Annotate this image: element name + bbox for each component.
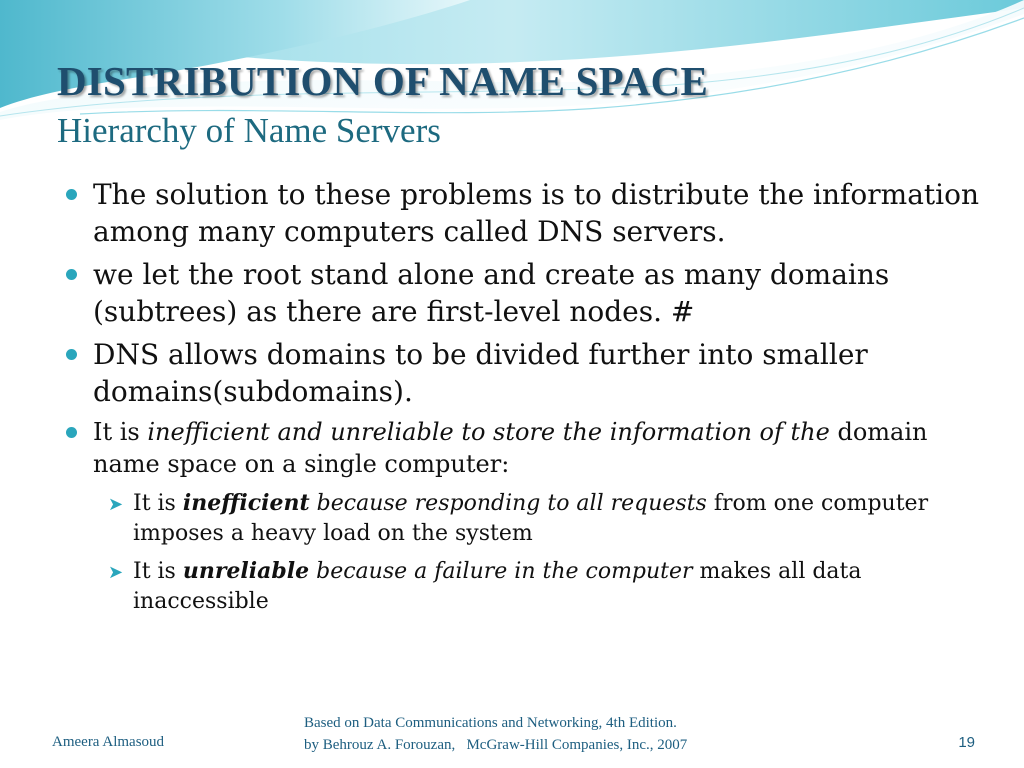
bullet-text: we let the root stand alone and create as many domains (subtrees) as there are first-level nodes. # bbox=[93, 258, 890, 328]
subbullet-rest: from one computer imposes a heavy load on the system bbox=[133, 491, 929, 546]
circle-bullet-icon bbox=[66, 349, 77, 360]
slide-subtitle: Hierarchy of Name Servers bbox=[57, 111, 441, 150]
bullet-emphasis: inefficient and unreliable to store the information of the bbox=[147, 418, 830, 446]
bullet-item bbox=[60, 416, 980, 480]
footer-source-line: by Behrouz A. Forouzan, McGraw-Hill Companies, Inc., 2007 bbox=[304, 737, 688, 753]
subbullet-emphasis: because a failure in the computer bbox=[309, 559, 693, 584]
bullet-rest: domain name space on a single computer: bbox=[93, 418, 928, 478]
subbullet-item bbox=[60, 488, 980, 549]
arrow-bullet-icon: ➤ bbox=[108, 494, 124, 515]
bullet-prefix: It is bbox=[93, 418, 148, 446]
bullet-item bbox=[60, 256, 980, 330]
footer-author: Ameera Almasoud bbox=[52, 734, 165, 750]
circle-bullet-icon bbox=[66, 189, 77, 200]
slide-body bbox=[60, 176, 980, 624]
subbullet-strong: inefficient bbox=[182, 490, 310, 516]
slide-page-number: 19 bbox=[958, 734, 975, 751]
footer-source-line: Based on Data Communications and Networking, 4th Edition. bbox=[304, 715, 677, 731]
bullet-text: DNS allows domains to be divided further into smaller domains(subdomains). bbox=[93, 338, 868, 408]
subbullet-item bbox=[60, 556, 980, 617]
circle-bullet-icon bbox=[66, 269, 77, 280]
circle-bullet-icon bbox=[66, 427, 77, 438]
subbullet-prefix: It is bbox=[133, 559, 183, 584]
footer-source bbox=[304, 712, 774, 756]
subbullet-prefix: It is bbox=[133, 491, 183, 516]
subbullet-emphasis: because responding to all requests bbox=[309, 491, 707, 516]
subbullet-strong: unreliable bbox=[182, 558, 310, 584]
subbullet-rest: makes all data inaccessible bbox=[133, 559, 862, 614]
bullet-text: The solution to these problems is to distribute the information among many computers called DNS servers. bbox=[93, 178, 979, 248]
bullet-item bbox=[60, 336, 980, 410]
arrow-bullet-icon: ➤ bbox=[108, 562, 124, 583]
slide-title: DISTRIBUTION OF NAME SPACE bbox=[57, 58, 709, 104]
bullet-item bbox=[60, 176, 980, 250]
